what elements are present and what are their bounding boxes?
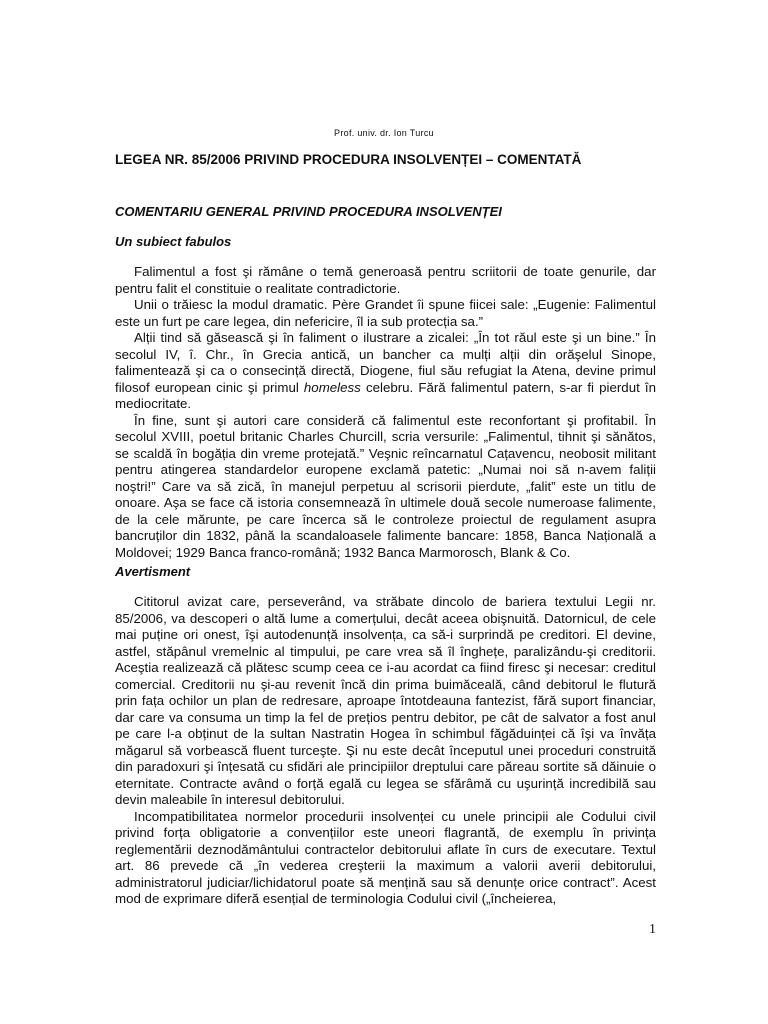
paragraph: Incompatibilitatea normelor procedurii insolvenței cu unele principii ale Codului civil privind forța obligatorie a convențiilor este uneori flagrantă, de exemplu în privința reglementării deznodământului contractelor debitorului aflate în curs de executare. Textul art. 86 prevede că „în vederea creşterii la maximum a valorii averii debitorului, administratorul judiciar/lichidatorul poate să mențină sau să denunțe orice contract”. Acest mod de exprimare diferă esențial de terminologia Codului civil („încheierea, <box>115 808 656 906</box>
paragraph: Cititorul avizat care, perseverând, va străbate dincolo de bariera textului Legii nr. 85/2006, va descoperi o altă lume a comerțului, decât aceea obişnuită. Datornicul, de cele mai puține ori onest, îşi autodenunță insolvența, ca să-i surprindă pe creditori. El devine, astfel, stăpânul vremelnic al timpului, pe care vrea să îl înghețe, paralizându-şi creditorii. Aceştia realizează că plătesc scump ceea ce i-au acordat ca fiind firesc şi necesar: creditul comercial. Creditorii nu şi-au revenit încă din prima buimăceală, când debitorul le flutură prin fața ochilor un plan de redresare, aproape întotdeauna fantezist, fără suport financiar, dar care va consuma un timp la fel de prețios pentru debitor, pe cât de salvator a fost anul pe care l-a obținut de la sultan Nastratin Hogea în schimbul făgăduinței că îşi va învăța măgarul să vorbească fluent turceşte. Şi nu este decât începutul unei proceduri construită din paradoxuri şi înțesată cu sfidări ale principiilor dreptului care păreau sortite să dăinuie o eternitate. Contracte având o forță egală cu legea se sfărâmă cu uşurință incredibilă sau devin maleabile în interesul debitorului. <box>115 594 656 807</box>
page-number: 1 <box>649 922 656 937</box>
author-line: Prof. univ. dr. Ion Turcu <box>334 128 434 138</box>
italic-term: homeless <box>303 379 361 395</box>
paragraph-text-end: celebru. Fără falimentul patern, s-ar fi pierdut în mediocritate. <box>115 379 656 411</box>
paragraph: În fine, sunt şi autori care consideră că falimentul este reconfortant şi profitabil. În secolul XVIII, poetul britanic Charles Churcill, scria versurile: „Falimentul, tihnit şi sănătos, se scaldă în bogăția din vreme protejată.” Veşnic reîncarnatul Cațavencu, neobosit militant pentru atingerea standardelor europene exclamă patetic: „Numai noi să n-avem faliții noştri!” Care va să zică, în manejul perpetuu al scrisorii pierdute, „falit” este un titlu de onoare. Aşa se face că istoria consemnează în ultimele două secole numeroase falimente, de la cele mărunte, pe care încerca să le controleze proiectul de regulament asupra bancruților din 1832, până la scandaloasele falimente bancare: 1858, Banca Națională a Moldovei; 1929 Banca franco-română; 1932 Banca Marmorosch, Blank & Co. <box>115 412 656 560</box>
subsection-1-body <box>115 264 656 561</box>
paragraph: Falimentul a fost şi rămâne o temă generoasă pentru scriitorii de toate genurile, dar pentru falit el constituie o realitate contradictorie. <box>115 264 656 296</box>
paragraph: Unii o trăiesc la modul dramatic. Père Grandet îi spune fiicei sale: „Eugenie: Falimentul este un furt pe care legea, din nefericire, îl ia sub protecția sa.” <box>115 297 656 329</box>
subsection-heading-un-subiect-fabulos: Un subiect fabulos <box>115 234 232 249</box>
document-title: LEGEA NR. 85/2006 PRIVIND PROCEDURA INSOLVENȚEI – COMENTATĂ <box>115 152 582 167</box>
paragraph-text: Alții tind să găsească şi în faliment o ilustrare a zicalei: „În tot răul este şi un bine.” În secolul IV, î. Chr., în Grecia antică, un bancher ca mulți alții din orăşelul Sinope, falimentează şi ca o consecință directă, Diogene, fiul său refugiat la Atena, devine primul filosof european cinic şi primul <box>115 330 656 395</box>
subsection-heading-avertisment: Avertisment <box>115 564 191 579</box>
section-heading: COMENTARIU GENERAL PRIVIND PROCEDURA INSOLVENȚEI <box>115 204 502 219</box>
paragraph <box>115 330 656 413</box>
subsection-2-body <box>115 594 656 908</box>
